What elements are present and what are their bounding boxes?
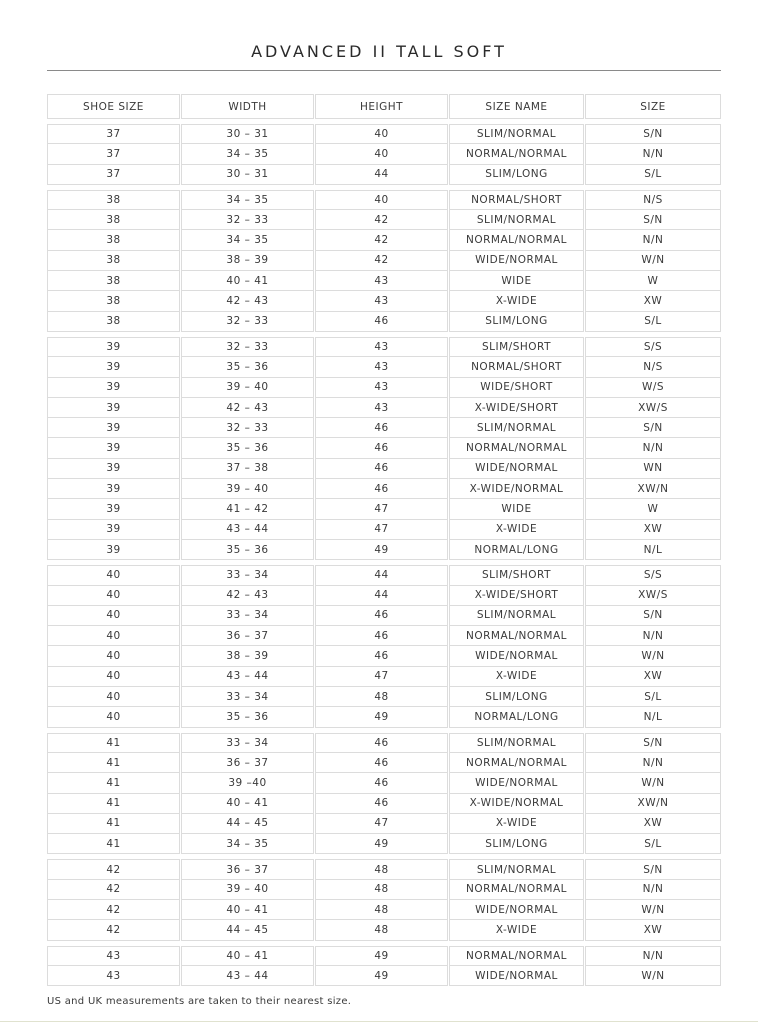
- height-cell: 40: [315, 124, 448, 144]
- size-cell: WN: [585, 459, 721, 479]
- size-cell: S/S: [585, 565, 721, 585]
- size-cell: N/N: [585, 946, 721, 966]
- table-row: [47, 586, 721, 606]
- shoe-size-cell: 40: [47, 586, 180, 606]
- shoe-size-cell: 38: [47, 210, 180, 230]
- shoe-size-cell: 39: [47, 438, 180, 458]
- size-name-cell: WIDE/NORMAL: [449, 966, 584, 986]
- height-cell: 43: [315, 337, 448, 357]
- height-cell: 48: [315, 900, 448, 920]
- width-cell: 44 – 45: [181, 920, 314, 940]
- size-name-cell: SLIM/LONG: [449, 687, 584, 707]
- size-name-cell: WIDE: [449, 271, 584, 291]
- width-cell: 30 – 31: [181, 165, 314, 185]
- table-row: [47, 251, 721, 271]
- height-cell: 46: [315, 753, 448, 773]
- size-cell: N/N: [585, 438, 721, 458]
- height-cell: 46: [315, 626, 448, 646]
- size-cell: XW/N: [585, 479, 721, 499]
- size-name-cell: SLIM/NORMAL: [449, 124, 584, 144]
- table-row: [47, 606, 721, 626]
- width-cell: 42 – 43: [181, 398, 314, 418]
- height-cell: 46: [315, 479, 448, 499]
- shoe-size-cell: 38: [47, 190, 180, 210]
- size-name-cell: SLIM/NORMAL: [449, 418, 584, 438]
- size-name-cell: X-WIDE/NORMAL: [449, 479, 584, 499]
- table-row: [47, 540, 721, 560]
- shoe-size-cell: 42: [47, 920, 180, 940]
- size-cell: XW: [585, 814, 721, 834]
- table-row: [47, 773, 721, 793]
- table-row: [47, 834, 721, 854]
- width-cell: 39 – 40: [181, 378, 314, 398]
- table-row: [47, 337, 721, 357]
- size-cell: S/L: [585, 165, 721, 185]
- height-cell: 46: [315, 646, 448, 666]
- size-cell: S/N: [585, 210, 721, 230]
- shoe-size-cell: 43: [47, 966, 180, 986]
- height-cell: 46: [315, 773, 448, 793]
- table-row: [47, 733, 721, 753]
- width-cell: 36 – 37: [181, 626, 314, 646]
- size-name-cell: NORMAL/NORMAL: [449, 753, 584, 773]
- width-cell: 40 – 41: [181, 946, 314, 966]
- size-name-cell: SLIM/NORMAL: [449, 210, 584, 230]
- width-cell: 30 – 31: [181, 124, 314, 144]
- width-cell: 35 – 36: [181, 540, 314, 560]
- width-cell: 44 – 45: [181, 814, 314, 834]
- table-row: [47, 291, 721, 311]
- height-cell: 49: [315, 966, 448, 986]
- size-name-cell: NORMAL/NORMAL: [449, 144, 584, 164]
- height-cell: 43: [315, 291, 448, 311]
- table-row: [47, 520, 721, 540]
- width-cell: 35 – 36: [181, 438, 314, 458]
- height-cell: 43: [315, 378, 448, 398]
- shoe-size-cell: 40: [47, 667, 180, 687]
- size-cell: S/L: [585, 834, 721, 854]
- table-row: [47, 479, 721, 499]
- size-name-cell: WIDE/NORMAL: [449, 251, 584, 271]
- size-cell: W/S: [585, 378, 721, 398]
- header-size: SIZE: [585, 94, 721, 119]
- shoe-size-cell: 37: [47, 165, 180, 185]
- height-cell: 46: [315, 418, 448, 438]
- size-cell: N/N: [585, 230, 721, 250]
- width-cell: 39 – 40: [181, 880, 314, 900]
- shoe-size-cell: 39: [47, 459, 180, 479]
- table-row: [47, 626, 721, 646]
- width-cell: 40 – 41: [181, 900, 314, 920]
- size-name-cell: SLIM/NORMAL: [449, 859, 584, 879]
- table-row: [47, 794, 721, 814]
- size-group: [47, 859, 721, 940]
- width-cell: 34 – 35: [181, 144, 314, 164]
- header-height: HEIGHT: [315, 94, 448, 119]
- size-name-cell: NORMAL/NORMAL: [449, 880, 584, 900]
- height-cell: 43: [315, 271, 448, 291]
- size-group: [47, 337, 721, 560]
- width-cell: 32 – 33: [181, 337, 314, 357]
- table-row: [47, 459, 721, 479]
- height-cell: 42: [315, 230, 448, 250]
- height-cell: 43: [315, 398, 448, 418]
- shoe-size-cell: 39: [47, 520, 180, 540]
- size-name-cell: NORMAL/NORMAL: [449, 626, 584, 646]
- size-cell: N/S: [585, 357, 721, 377]
- shoe-size-cell: 40: [47, 707, 180, 727]
- size-group: [47, 124, 721, 185]
- size-cell: S/L: [585, 687, 721, 707]
- table-row: [47, 707, 721, 727]
- table-row: [47, 144, 721, 164]
- table-row: [47, 210, 721, 230]
- size-name-cell: SLIM/LONG: [449, 312, 584, 332]
- height-cell: 42: [315, 210, 448, 230]
- size-cell: W/N: [585, 646, 721, 666]
- height-cell: 48: [315, 920, 448, 940]
- width-cell: 42 – 43: [181, 586, 314, 606]
- width-cell: 35 – 36: [181, 357, 314, 377]
- shoe-size-cell: 42: [47, 900, 180, 920]
- size-cell: N/S: [585, 190, 721, 210]
- page-title: ADVANCED II TALL SOFT: [251, 42, 507, 61]
- shoe-size-cell: 40: [47, 687, 180, 707]
- size-cell: W/N: [585, 966, 721, 986]
- size-name-cell: SLIM/NORMAL: [449, 606, 584, 626]
- size-name-cell: NORMAL/LONG: [449, 540, 584, 560]
- size-cell: S/N: [585, 418, 721, 438]
- size-name-cell: X-WIDE: [449, 291, 584, 311]
- table-row: [47, 190, 721, 210]
- size-name-cell: WIDE/SHORT: [449, 378, 584, 398]
- size-cell: N/N: [585, 626, 721, 646]
- height-cell: 42: [315, 251, 448, 271]
- table-row: [47, 565, 721, 585]
- height-cell: 46: [315, 438, 448, 458]
- shoe-size-cell: 41: [47, 794, 180, 814]
- size-name-cell: SLIM/SHORT: [449, 565, 584, 585]
- table-row: [47, 418, 721, 438]
- height-cell: 47: [315, 667, 448, 687]
- shoe-size-cell: 41: [47, 733, 180, 753]
- size-cell: N/N: [585, 753, 721, 773]
- size-name-cell: X-WIDE: [449, 520, 584, 540]
- width-cell: 34 – 35: [181, 834, 314, 854]
- width-cell: 34 – 35: [181, 190, 314, 210]
- table-row: [47, 499, 721, 519]
- width-cell: 40 – 41: [181, 271, 314, 291]
- width-cell: 37 – 38: [181, 459, 314, 479]
- shoe-size-cell: 40: [47, 606, 180, 626]
- height-cell: 46: [315, 733, 448, 753]
- shoe-size-cell: 41: [47, 773, 180, 793]
- shoe-size-cell: 41: [47, 814, 180, 834]
- table-row: [47, 438, 721, 458]
- size-cell: XW/N: [585, 794, 721, 814]
- size-name-cell: WIDE/NORMAL: [449, 773, 584, 793]
- table-row: [47, 920, 721, 940]
- table-row: [47, 859, 721, 879]
- size-name-cell: X-WIDE/NORMAL: [449, 794, 584, 814]
- shoe-size-cell: 40: [47, 565, 180, 585]
- height-cell: 47: [315, 520, 448, 540]
- table-row: [47, 124, 721, 144]
- height-cell: 40: [315, 190, 448, 210]
- size-cell: XW: [585, 520, 721, 540]
- shoe-size-cell: 39: [47, 479, 180, 499]
- table-row: [47, 230, 721, 250]
- height-cell: 43: [315, 357, 448, 377]
- table-row: [47, 753, 721, 773]
- width-cell: 38 – 39: [181, 646, 314, 666]
- width-cell: 36 – 37: [181, 859, 314, 879]
- width-cell: 42 – 43: [181, 291, 314, 311]
- width-cell: 41 – 42: [181, 499, 314, 519]
- size-name-cell: X-WIDE: [449, 814, 584, 834]
- size-cell: S/S: [585, 337, 721, 357]
- size-cell: S/N: [585, 124, 721, 144]
- width-cell: 32 – 33: [181, 210, 314, 230]
- height-cell: 48: [315, 880, 448, 900]
- size-cell: S/N: [585, 606, 721, 626]
- size-cell: XW: [585, 667, 721, 687]
- height-cell: 44: [315, 165, 448, 185]
- height-cell: 49: [315, 707, 448, 727]
- size-name-cell: NORMAL/SHORT: [449, 357, 584, 377]
- size-cell: N/L: [585, 707, 721, 727]
- height-cell: 48: [315, 687, 448, 707]
- table-row: [47, 946, 721, 966]
- table-row: [47, 165, 721, 185]
- shoe-size-cell: 39: [47, 499, 180, 519]
- shoe-size-cell: 39: [47, 357, 180, 377]
- size-name-cell: NORMAL/SHORT: [449, 190, 584, 210]
- size-cell: S/N: [585, 859, 721, 879]
- shoe-size-cell: 40: [47, 626, 180, 646]
- size-name-cell: NORMAL/NORMAL: [449, 946, 584, 966]
- table-row: [47, 687, 721, 707]
- shoe-size-cell: 41: [47, 834, 180, 854]
- size-name-cell: X-WIDE/SHORT: [449, 586, 584, 606]
- shoe-size-cell: 38: [47, 291, 180, 311]
- height-cell: 46: [315, 312, 448, 332]
- height-cell: 48: [315, 859, 448, 879]
- size-name-cell: NORMAL/NORMAL: [449, 438, 584, 458]
- size-cell: N/N: [585, 880, 721, 900]
- height-cell: 44: [315, 565, 448, 585]
- width-cell: 33 – 34: [181, 687, 314, 707]
- shoe-size-cell: 39: [47, 418, 180, 438]
- width-cell: 43 – 44: [181, 667, 314, 687]
- width-cell: 39 – 40: [181, 479, 314, 499]
- width-cell: 43 – 44: [181, 520, 314, 540]
- bottom-divider: [0, 1021, 758, 1022]
- table-header-row: [47, 94, 721, 119]
- size-name-cell: WIDE: [449, 499, 584, 519]
- shoe-size-cell: 38: [47, 251, 180, 271]
- size-name-cell: WIDE/NORMAL: [449, 459, 584, 479]
- size-group: [47, 565, 721, 727]
- shoe-size-cell: 38: [47, 271, 180, 291]
- shoe-size-cell: 42: [47, 859, 180, 879]
- width-cell: 38 – 39: [181, 251, 314, 271]
- header-width: WIDTH: [181, 94, 314, 119]
- height-cell: 47: [315, 814, 448, 834]
- size-name-cell: SLIM/SHORT: [449, 337, 584, 357]
- size-group: [47, 190, 721, 332]
- size-cell: S/N: [585, 733, 721, 753]
- header-shoe-size: SHOE SIZE: [47, 94, 180, 119]
- size-name-cell: NORMAL/NORMAL: [449, 230, 584, 250]
- size-cell: W: [585, 499, 721, 519]
- table-row: [47, 814, 721, 834]
- shoe-size-cell: 39: [47, 378, 180, 398]
- height-cell: 46: [315, 459, 448, 479]
- width-cell: 32 – 33: [181, 418, 314, 438]
- height-cell: 49: [315, 834, 448, 854]
- height-cell: 47: [315, 499, 448, 519]
- shoe-size-cell: 42: [47, 880, 180, 900]
- height-cell: 49: [315, 946, 448, 966]
- table-row: [47, 667, 721, 687]
- shoe-size-cell: 43: [47, 946, 180, 966]
- size-name-cell: NORMAL/LONG: [449, 707, 584, 727]
- size-cell: N/N: [585, 144, 721, 164]
- size-name-cell: SLIM/LONG: [449, 165, 584, 185]
- size-chart-table: [47, 94, 721, 986]
- size-cell: W/N: [585, 773, 721, 793]
- size-cell: W/N: [585, 900, 721, 920]
- width-cell: 33 – 34: [181, 606, 314, 626]
- table-row: [47, 966, 721, 986]
- size-cell: S/L: [585, 312, 721, 332]
- width-cell: 33 – 34: [181, 733, 314, 753]
- height-cell: 44: [315, 586, 448, 606]
- shoe-size-cell: 40: [47, 646, 180, 666]
- size-cell: XW: [585, 291, 721, 311]
- size-name-cell: X-WIDE: [449, 920, 584, 940]
- shoe-size-cell: 41: [47, 753, 180, 773]
- size-group: [47, 946, 721, 987]
- table-row: [47, 271, 721, 291]
- width-cell: 35 – 36: [181, 707, 314, 727]
- width-cell: 32 – 33: [181, 312, 314, 332]
- size-name-cell: SLIM/LONG: [449, 834, 584, 854]
- shoe-size-cell: 38: [47, 312, 180, 332]
- height-cell: 46: [315, 794, 448, 814]
- width-cell: 34 – 35: [181, 230, 314, 250]
- width-cell: 36 – 37: [181, 753, 314, 773]
- size-cell: XW/S: [585, 586, 721, 606]
- width-cell: 43 – 44: [181, 966, 314, 986]
- shoe-size-cell: 37: [47, 124, 180, 144]
- size-cell: XW/S: [585, 398, 721, 418]
- table-row: [47, 646, 721, 666]
- size-group: [47, 733, 721, 855]
- height-cell: 40: [315, 144, 448, 164]
- size-name-cell: WIDE/NORMAL: [449, 900, 584, 920]
- table-row: [47, 880, 721, 900]
- table-row: [47, 357, 721, 377]
- width-cell: 39 –40: [181, 773, 314, 793]
- shoe-size-cell: 39: [47, 540, 180, 560]
- width-cell: 33 – 34: [181, 565, 314, 585]
- title-divider: [47, 70, 721, 71]
- size-cell: N/L: [585, 540, 721, 560]
- footnote: US and UK measurements are taken to their nearest size.: [47, 996, 352, 1007]
- shoe-size-cell: 39: [47, 398, 180, 418]
- size-name-cell: X-WIDE: [449, 667, 584, 687]
- width-cell: 40 – 41: [181, 794, 314, 814]
- shoe-size-cell: 37: [47, 144, 180, 164]
- size-name-cell: WIDE/NORMAL: [449, 646, 584, 666]
- header-size-name: SIZE NAME: [449, 94, 584, 119]
- table-row: [47, 312, 721, 332]
- table-row: [47, 378, 721, 398]
- size-name-cell: SLIM/NORMAL: [449, 733, 584, 753]
- table-row: [47, 398, 721, 418]
- size-cell: W/N: [585, 251, 721, 271]
- height-cell: 46: [315, 606, 448, 626]
- size-cell: W: [585, 271, 721, 291]
- size-name-cell: X-WIDE/SHORT: [449, 398, 584, 418]
- shoe-size-cell: 38: [47, 230, 180, 250]
- height-cell: 49: [315, 540, 448, 560]
- shoe-size-cell: 39: [47, 337, 180, 357]
- table-row: [47, 900, 721, 920]
- size-cell: XW: [585, 920, 721, 940]
